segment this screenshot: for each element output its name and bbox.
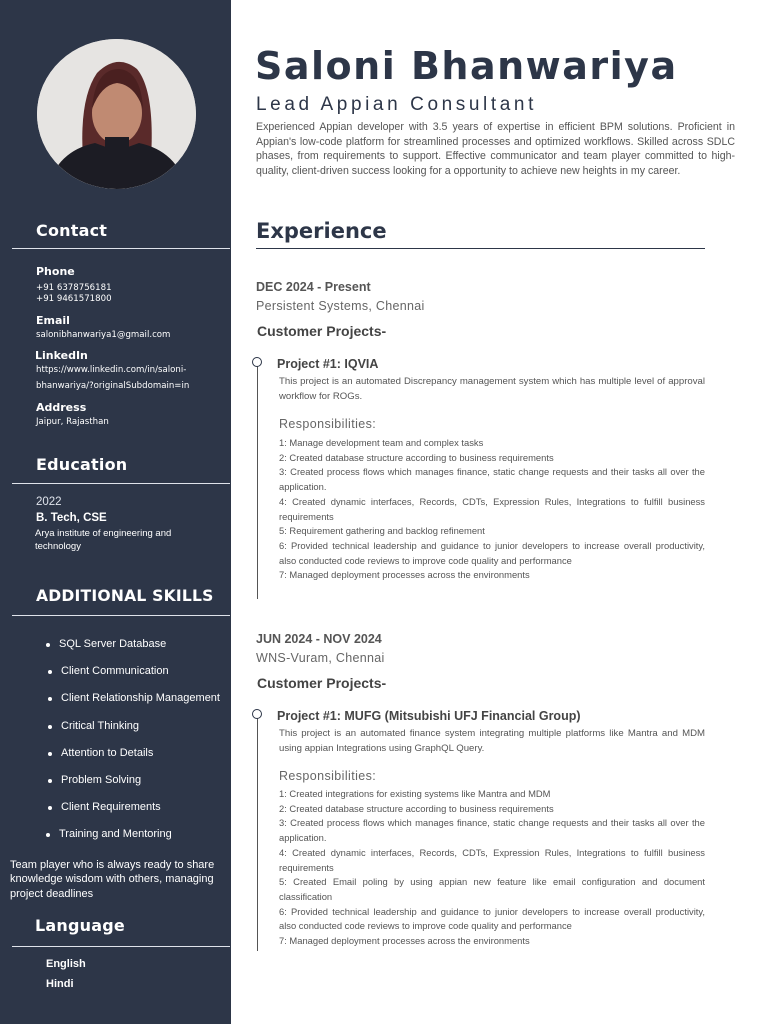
linkedin-url-line-2[interactable]: bhanwariya/?originalSubdomain=in — [36, 381, 190, 391]
contact-heading: Contact — [36, 221, 108, 240]
bullet-icon — [48, 670, 52, 674]
education-divider — [12, 483, 230, 484]
responsibility-item: 4: Created dynamic interfaces, Records, CDTs, Expression Rules, Integrations to fulfill business requirements — [279, 846, 705, 873]
timeline-line — [257, 718, 258, 951]
bullet-icon — [48, 697, 52, 701]
responsibility-item: 7: Managed deployment processes across the environments — [279, 569, 530, 581]
skills-divider — [12, 615, 230, 616]
responsibility-item: 2: Created database structure according to business requirements — [279, 451, 554, 463]
phone-2: +91 9461571800 — [36, 294, 112, 304]
responsibilities-list — [279, 787, 705, 949]
responsibility-item: 1: Manage development team and complex tasks — [279, 437, 484, 448]
linkedin-url-line-1[interactable]: https://www.linkedin.com/in/saloni- — [36, 365, 187, 375]
education-heading: Education — [36, 455, 128, 474]
job-company: Persistent Systems, Chennai — [256, 299, 425, 313]
sidebar — [0, 0, 231, 1024]
skill-item: Problem Solving — [46, 774, 220, 801]
timeline-dot-icon — [252, 709, 262, 719]
skill-item: Training and Mentoring — [46, 828, 220, 855]
responsibility-item: 3: Created process flows which manages finance, static change requests and their tasks all over the application. — [279, 466, 705, 493]
bullet-icon — [46, 643, 50, 647]
email-label: Email — [36, 314, 70, 327]
linkedin-label: LinkedIn — [35, 349, 88, 362]
bullet-icon — [48, 779, 52, 783]
responsibility-item: 5: Created Email poling by using appian new feature like email configuration and document classification — [279, 876, 705, 902]
experience-heading: Experience — [256, 219, 387, 243]
skill-item: Client Communication — [46, 665, 220, 692]
project-title: Project #1: MUFG (Mitsubishi UFJ Financial Group) — [277, 709, 581, 723]
bullet-icon — [48, 806, 52, 810]
education-degree: B. Tech, CSE — [36, 512, 107, 524]
responsibilities-heading: Responsibilities: — [279, 417, 377, 431]
responsibility-item: 2: Created database structure according to business requirements — [279, 802, 554, 814]
language-item: English — [46, 958, 86, 970]
timeline-dot-icon — [252, 357, 262, 367]
profile-summary: Experienced Appian developer with 3.5 years of expertise in efficient BPM solutions. Proficient in Appian's low-code platform for streamlined processes and optimized workflows. Skilled across SDLC phases, from requirements to support. Effective communicator and team player committed to high-quality, client-driven success looking for a opportunity to achieve new heights in my career. — [256, 121, 735, 177]
contact-divider — [12, 248, 230, 249]
project-description: This project is an automated finance system integrating multiple platforms like Mantra and MDM using appian Integrations using GraphQL Query. — [279, 728, 705, 754]
responsibility-item: 5: Requirement gathering and backlog refinement — [279, 525, 485, 537]
skill-item: Client Relationship Management — [46, 692, 220, 719]
bullet-icon — [48, 752, 52, 756]
bullet-icon — [48, 725, 52, 729]
education-year: 2022 — [36, 496, 62, 508]
responsibility-item: 3: Created process flows which manages finance, static change requests and their tasks all over the application. — [279, 817, 705, 844]
responsibility-item: 6: Provided technical leadership and guidance to junior developers to increase overall productivity, also conducted code reviews to improve code quality and performance — [279, 905, 705, 932]
project-title: Project #1: IQVIA — [277, 357, 379, 371]
responsibilities-heading: Responsibilities: — [279, 769, 377, 783]
bullet-icon — [46, 833, 50, 837]
job-date: JUN 2024 - NOV 2024 — [256, 632, 382, 646]
language-heading: Language — [35, 916, 125, 935]
skill-item: Attention to Details — [46, 747, 220, 774]
language-divider — [12, 946, 230, 947]
responsibility-item: 1: Created integrations for existing systems like Mantra and MDM — [279, 788, 551, 799]
skills-heading: ADDITIONAL SKILLS — [36, 587, 214, 605]
job-company: WNS-Vuram, Chennai — [256, 651, 385, 665]
skills-list — [46, 638, 220, 856]
language-item: Hindi — [46, 978, 74, 990]
address-value: Jaipur, Rajasthan — [36, 417, 109, 427]
phone-1: +91 6378756181 — [36, 283, 112, 293]
responsibility-item: 7: Managed deployment processes across the environments — [279, 935, 530, 947]
email-value[interactable]: salonibhanwariya1@gmail.com — [36, 330, 171, 340]
profile-photo — [37, 39, 196, 189]
skills-note: Team player who is always ready to share knowledge wisdom with others, managing project deadlines — [10, 859, 215, 900]
customer-projects-heading: Customer Projects- — [257, 675, 387, 691]
project-description: This project is an automated Discrepancy management system which has multiple level of approval workflow for ROGs. — [279, 376, 705, 402]
job-title: Lead Appian Consultant — [256, 94, 537, 115]
experience-divider — [256, 248, 705, 249]
responsibility-item: 4: Created dynamic interfaces, Records, CDTs, Expression Rules, Integrations to fulfill business requirements — [279, 495, 705, 522]
job-date: DEC 2024 - Present — [256, 280, 371, 294]
phone-label: Phone — [36, 265, 75, 278]
skill-item: Client Requirements — [46, 801, 220, 828]
education-institute: Arya institute of engineering and technology — [35, 528, 172, 552]
skill-item: SQL Server Database — [46, 638, 220, 665]
full-name: Saloni Bhanwariya — [255, 44, 678, 88]
responsibility-item: 6: Provided technical leadership and guidance to junior developers to increase overall productivity, also conducted code reviews to improve code quality and performance — [279, 539, 705, 566]
address-label: Address — [36, 401, 87, 414]
responsibilities-list — [279, 436, 705, 583]
skill-item: Critical Thinking — [46, 720, 220, 747]
customer-projects-heading: Customer Projects- — [257, 323, 387, 339]
timeline-line — [257, 366, 258, 599]
